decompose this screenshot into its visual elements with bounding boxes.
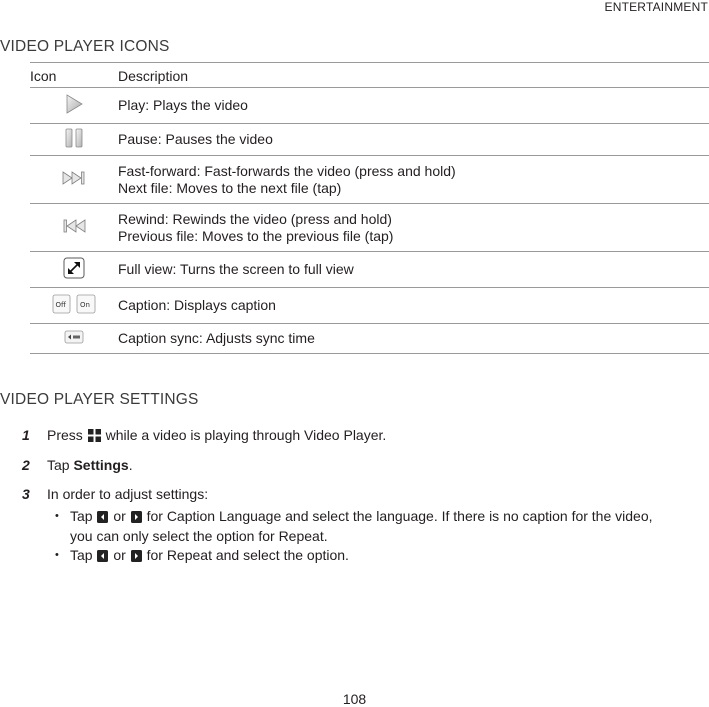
step-1-before: Press xyxy=(47,427,83,443)
caption-on-label: On xyxy=(80,300,90,309)
caption-sync-icon xyxy=(64,330,84,344)
description-previous-file: Previous file: Moves to the previous file (tap) xyxy=(118,227,394,244)
play-icon xyxy=(64,93,84,115)
table-row xyxy=(30,324,709,354)
bullet-2-tap: Tap xyxy=(70,547,93,563)
bullet-symbol: • xyxy=(55,549,59,561)
rewind-icon xyxy=(62,218,86,234)
description-full-view: Full view: Turns the screen to full view xyxy=(118,252,709,288)
table-header-row xyxy=(30,63,709,88)
bullet-symbol: • xyxy=(55,510,59,522)
icons-table xyxy=(30,62,709,354)
arrow-left-icon xyxy=(97,548,108,566)
description-play: Play: Plays the video xyxy=(118,88,709,124)
table-row xyxy=(30,288,709,324)
table-row xyxy=(30,204,709,252)
column-header-icon: Icon xyxy=(30,63,118,88)
running-header: ENTERTAINMENT xyxy=(604,0,708,14)
table-row xyxy=(30,88,709,124)
step-number: 2 xyxy=(22,457,30,473)
column-header-description: Description xyxy=(118,63,709,88)
page-number: 108 xyxy=(342,691,367,707)
step-2-before: Tap xyxy=(47,457,70,473)
table-row xyxy=(30,156,709,204)
full-view-icon xyxy=(63,257,85,279)
step-1-after: while a video is playing through Video Player. xyxy=(105,427,387,443)
arrow-right-icon xyxy=(131,548,142,566)
caption-off-label: Off xyxy=(55,300,66,309)
pause-icon xyxy=(64,127,84,149)
step-2-after: . xyxy=(128,457,133,473)
bullet-2-or: or xyxy=(113,547,126,563)
description-rewind: Rewind: Rewinds the video (press and hold) xyxy=(118,210,392,227)
bullet-1-text-line2: you can only select the option for Repeat. xyxy=(70,528,328,544)
section-title-settings: VIDEO PLAYER SETTINGS xyxy=(0,391,199,408)
bullet-2-text-line1: for Repeat and select the option. xyxy=(146,547,349,563)
arrow-left-icon xyxy=(97,509,108,527)
table-row xyxy=(30,124,709,156)
description-pause: Pause: Pauses the video xyxy=(118,124,709,156)
description-next-file: Next file: Moves to the next file (tap) xyxy=(118,179,342,196)
menu-grid-icon xyxy=(88,429,101,445)
bullet-1-tap: Tap xyxy=(70,508,93,524)
step-3-text: In order to adjust settings: xyxy=(47,486,209,502)
arrow-right-icon xyxy=(131,509,142,527)
step-number: 3 xyxy=(22,486,30,502)
caption-toggle-icon xyxy=(52,294,96,314)
step-number: 1 xyxy=(22,427,30,443)
bullet-1-text-line1: for Caption Language and select the language. If there is no caption for the video, xyxy=(146,508,653,524)
section-title-icons: VIDEO PLAYER ICONS xyxy=(0,38,170,55)
fast-forward-icon xyxy=(62,170,86,186)
table-row xyxy=(30,252,709,288)
bullet-1-or: or xyxy=(113,508,126,524)
settings-link: Settings xyxy=(73,457,129,473)
description-caption-sync: Caption sync: Adjusts sync time xyxy=(118,324,709,354)
description-caption: Caption: Displays caption xyxy=(118,288,709,324)
description-fast-forward: Fast-forward: Fast-forwards the video (press and hold) xyxy=(118,162,456,179)
